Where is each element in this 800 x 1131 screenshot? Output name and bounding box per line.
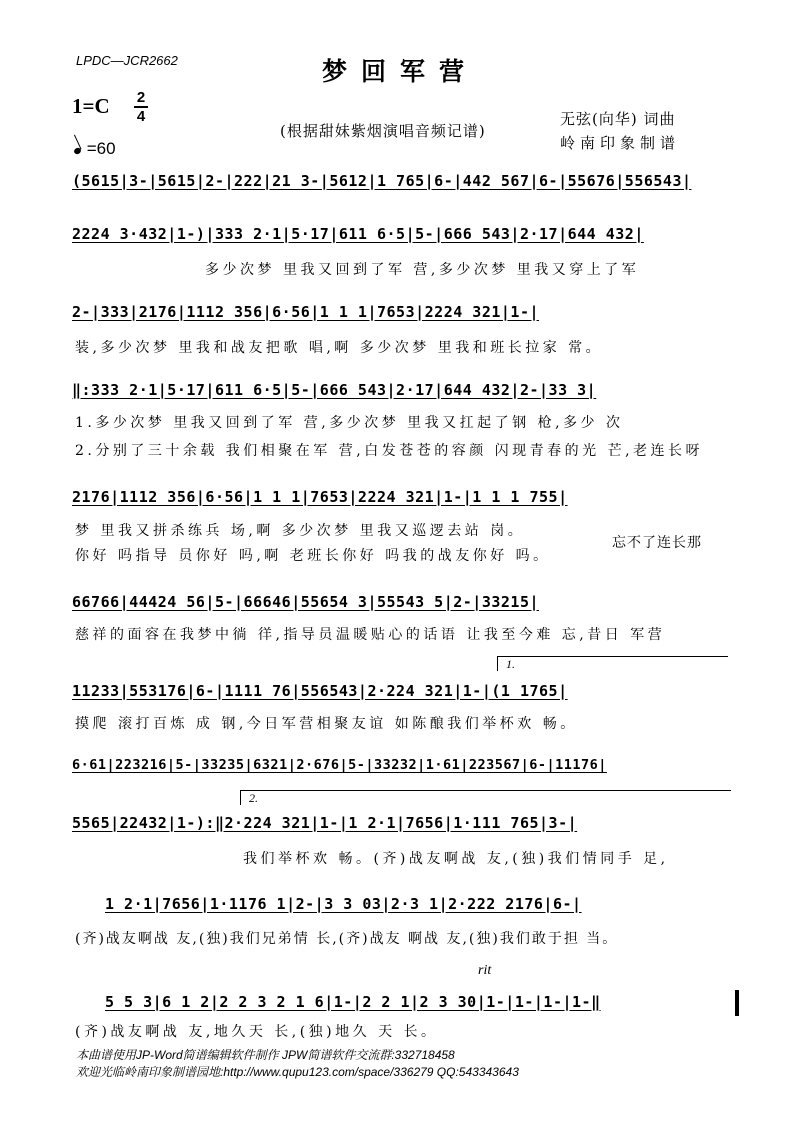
tempo-value: =60: [86, 139, 116, 158]
key-signature: 1=C: [72, 94, 110, 118]
score-row-6: 66766|44424 56|5-|66646|55654 3|55543 5|2-|33215|: [72, 593, 540, 611]
lyrics-row-5-verse-1: 梦 里我又拼杀练兵 场,啊 多少次梦 里我又巡逻去站 岗。: [75, 523, 526, 539]
score-row-11: 5 5 3|6 1 2|2 2 3 2 1 6|1-|2 2 1|2 3 30|1-|1-|1-|1-‖: [105, 993, 601, 1011]
score-row-3: 2-|333|2176|1112 356|6·56|1 1 1|7653|2224 321|1-|: [72, 303, 540, 321]
song-title: 梦回军营: [321, 57, 478, 86]
score-row-1: (5615|3-|5615|2-|222|21 3-|5612|1 765|6-|442 567|6-|55676|556543|: [72, 172, 692, 190]
lyrics-row-2: 多少次梦 里我又回到了军 营,多少次梦 里我又穿上了军: [205, 262, 640, 278]
time-signature-bottom: 4: [136, 108, 146, 125]
lyrics-row-11: (齐)战友啊战 友,地久天 长,(独)地久 天 长。: [75, 1024, 439, 1040]
lyrics-row-9: 我们举杯欢 畅。(齐)战友啊战 友,(独)我们情同手 足,: [243, 851, 669, 867]
footer-line-1: 本曲谱使用JP-Word简谱编辑软件制作 JPW简谱软件交流群:332718458: [76, 1048, 455, 1062]
footer-line-2: 欢迎光临岭南印象制谱园地:http://www.qupu123.com/space/336279 QQ:543343643: [76, 1065, 519, 1079]
volta-1: 1.: [497, 656, 728, 671]
final-barline: [735, 990, 739, 1016]
lyrics-row-6: 慈祥的面容在我梦中徜 徉,指导员温暖贴心的话语 让我至今难 忘,昔日 军营: [75, 627, 666, 643]
quarter-note-icon: [73, 147, 82, 155]
tempo-marking: [74, 139, 116, 159]
score-row-2: 2224 3·432|1-)|333 2·1|5·17|611 6·5|5-|666 543|2·17|644 432|: [72, 225, 644, 243]
score-row-5: 2176|1112 356|6·56|1 1 1|7653|2224 321|1-|1 1 1 755|: [72, 488, 568, 506]
credit-transcriber: 岭南印象制谱: [560, 134, 681, 152]
lyrics-row-3: 装,多少次梦 里我和战友把歌 唱,啊 多少次梦 里我和班长拉家 常。: [75, 340, 604, 356]
lyrics-row-5-merge: 忘不了连长那: [612, 535, 702, 551]
score-row-9: 5565|22432|1-):‖2·224 321|1-|1 2·1|7656|1·111 765|3-|: [72, 814, 578, 832]
volta-2: 2.: [240, 790, 731, 805]
score-row-7: 11233|553176|6-|1111 76|556543|2·224 321|1-|(1 1765|: [72, 682, 568, 700]
score-row-10: 1 2·1|7656|1·1176 1|2-|3 3 03|2·3 1|2·222 2176|6-|: [105, 895, 582, 913]
lyrics-row-4-verse-1: 1.多少次梦 里我又回到了军 营,多少次梦 里我又扛起了钢 枪,多少 次: [75, 415, 624, 431]
ritardando-marking: rit: [478, 963, 492, 978]
score-row-8: 6·61|223216|5-|33235|6321|2·676|5-|33232|1·61|223567|6-|11176|: [72, 757, 607, 773]
lyrics-row-4-verse-2: 2.分别了三十余载 我们相聚在军 营,白发苍苍的容颜 闪现青春的光 芒,老连长呀: [75, 443, 704, 459]
score-row-4: ‖:333 2·1|5·17|611 6·5|5-|666 543|2·17|644 432|2-|33 3|: [72, 381, 597, 399]
lyrics-row-7: 摸爬 滚打百炼 成 钢,今日军营相聚友谊 如陈酿我们举杯欢 畅。: [75, 716, 578, 732]
subtitle: (根据甜妹紫烟演唱音频记谱): [280, 122, 486, 140]
time-signature-top: 2: [136, 89, 146, 106]
lyrics-row-5-verse-2: 你好 吗指导 员你好 吗,啊 老班长你好 吗我的战友你好 吗。: [75, 548, 551, 564]
score-code: LPDC—JCR2662: [76, 53, 178, 68]
credit-lyrics-music: 无弦(向华) 词曲: [560, 110, 676, 128]
time-signature: [134, 90, 148, 124]
lyrics-row-10: (齐)战友啊战 友,(独)我们兄弟情 长,(齐)战友 啊战 友,(独)我们敢于担 当。: [75, 931, 619, 947]
